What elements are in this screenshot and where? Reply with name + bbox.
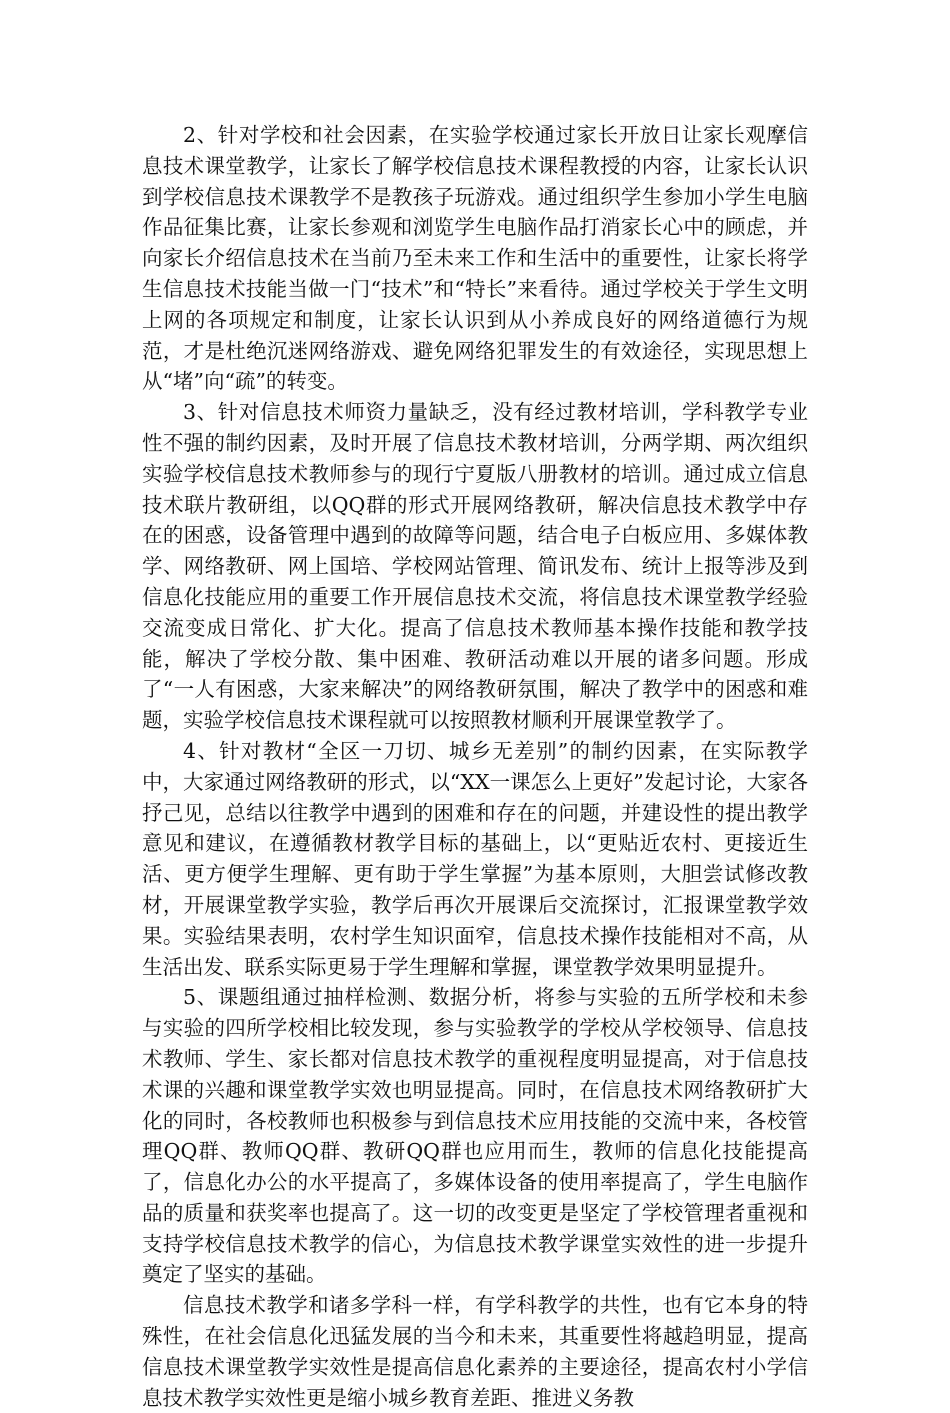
paragraph-conclusion: 信息技术教学和诸多学科一样，有学科教学的共性，也有它本身的特殊性，在社会信息化迅猛发展的当今和未来，其重要性将越趋明显，提高信息技术课堂教学实效性是提高信息化素养的主要途径，提高农村小学信息技术教学实效性更是缩小城乡教育差距、推进义务教 — [142, 1293, 808, 1410]
paragraph-point-3: 3、针对信息技术师资力量缺乏，没有经过教材培训，学科教学专业性不强的制约因素，及时开展了信息技术教材培训，分两学期、两次组织实验学校信息技术教师参与的现行宁夏版八册教材的培训。通过成立信息技术联片教研组，以QQ群的形式开展网络教研，解决信息技术教学中存在的困惑，设备管理中遇到的故障等问题，结合电子白板应用、多媒体教学、网络教研、网上国培、学校网站管理、简讯发布、统计上报等涉及到信息化技能应用的重要工作开展信息技术交流，将信息技术课堂教学经验交流变成日常化、扩大化。提高了信息技术教师基本操作技能和教学技能，解决了学校分散、集中困难、教研活动难以开展的诸多问题。形成了“一人有困惑，大家来解决”的网络教研氛围，解决了教学中的困惑和难题，实验学校信息技术课程就可以按照教材顺利开展课堂教学了。 — [142, 400, 808, 733]
paragraph-point-5: 5、课题组通过抽样检测、数据分析，将参与实验的五所学校和未参与实验的四所学校相比较发现，参与实验教学的学校从学校领导、信息技术教师、学生、家长都对信息技术教学的重视程度明显提高，对于信息技术课的兴趣和课堂教学实效也明显提高。同时，在信息技术网络教研扩大化的同时，各校教师也积极参与到信息技术应用技能的交流中来，各校管理QQ群、教师QQ群、教研QQ群也应用而生，教师的信息化技能提高了，信息化办公的水平提高了，多媒体设备的使用率提高了，学生电脑作品的质量和获奖率也提高了。这一切的改变更是坚定了学校管理者重视和支持学校信息技术教学的信心，为信息技术教学课堂实效性的进一步提升奠定了坚实的基础。 — [142, 985, 808, 1287]
document-body — [142, 120, 808, 1413]
paragraph-point-4: 4、针对教材“全区一刀切、城乡无差别”的制约因素，在实际教学中，大家通过网络教研的形式，以“XX一课怎么上更好”发起讨论，大家各抒己见，总结以往教学中遇到的困难和存在的问题，并建设性的提出教学意见和建议，在遵循教材教学目标的基础上，以“更贴近农村、更接近生活、更方便学生理解、更有助于学生掌握”为基本原则，大胆尝试修改教材，开展课堂教学实验，教学后再次开展课后交流探讨，汇报课堂教学效果。实验结果表明，农村学生知识面窄，信息技术操作技能相对不高，从生活出发、联系实际更易于学生理解和掌握，课堂教学效果明显提升。 — [142, 738, 808, 979]
paragraph-point-2: 2、针对学校和社会因素，在实验学校通过家长开放日让家长观摩信息技术课堂教学，让家长了解学校信息技术课程教授的内容，让家长认识到学校信息技术课教学不是教孩子玩游戏。通过组织学生参加小学生电脑作品征集比赛，让家长参观和浏览学生电脑作品打消家长心中的顾虑，并向家长介绍信息技术在当前乃至未来工作和生活中的重要性，让家长将学生信息技术技能当做一门“技术”和“特长”来看待。通过学校关于学生文明上网的各项规定和制度，让家长认识到从小养成良好的网络道德行为规范，才是杜绝沉迷网络游戏、避免网络犯罪发生的有效途径，实现思想上从“堵”向“疏”的转变。 — [142, 123, 808, 394]
